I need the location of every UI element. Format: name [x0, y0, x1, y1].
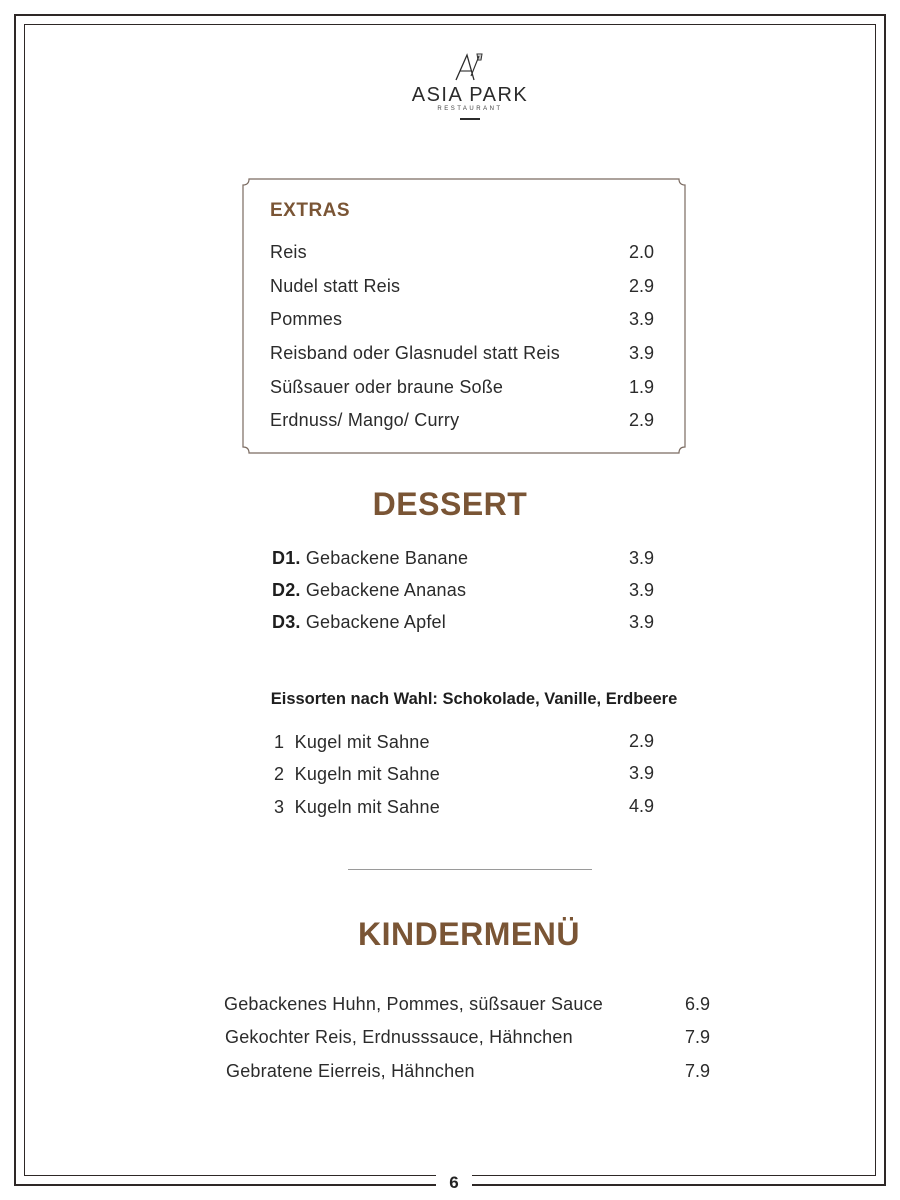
dessert-item-code: D2.	[272, 580, 301, 600]
ice-item-price: 2.9	[629, 731, 655, 751]
extras-item-name: Süßsauer oder braune Soße	[270, 377, 504, 397]
extras-item-name: Reis	[270, 242, 307, 262]
ice-cream-flavors-heading: Eissorten nach Wahl: Schokolade, Vanille, Erdbeere	[270, 690, 678, 708]
logo-subtitle: RESTAURANT	[437, 106, 503, 112]
extras-item-price: 2.9	[629, 276, 655, 296]
page-number-box	[436, 1170, 472, 1196]
extras-item-name: Erdnuss/ Mango/ Curry	[270, 410, 460, 430]
dessert-item-name: Gebackene Ananas	[305, 580, 467, 600]
ice-item-qty: 2	[274, 764, 285, 784]
kids-item-name: Gebackenes Huhn, Pommes, süßsauer Sauce	[224, 994, 603, 1014]
dessert-item-price: 3.9	[629, 612, 655, 632]
extras-item-price: 2.9	[629, 410, 655, 430]
ice-item	[274, 732, 430, 753]
dessert-item-name: Gebackene Banane	[305, 548, 469, 568]
dessert-item	[272, 548, 468, 569]
extras-item-price: 3.9	[629, 309, 655, 329]
ice-item-qty: 3	[274, 797, 285, 817]
dessert-item	[272, 580, 466, 601]
kids-item-price: 6.9	[685, 994, 711, 1014]
dessert-item-price: 3.9	[629, 580, 655, 600]
kids-item-name: Gebratene Eierreis, Hähnchen	[226, 1061, 475, 1081]
kids-item-price: 7.9	[685, 1027, 711, 1047]
section-divider	[348, 869, 592, 870]
ice-item-name: Kugeln mit Sahne	[294, 797, 440, 817]
kids-item-price: 7.9	[685, 1061, 711, 1081]
ice-item	[274, 764, 440, 785]
extras-item-price: 1.9	[629, 377, 655, 397]
extras-item-name: Pommes	[270, 309, 343, 329]
logo-name: ASIA PARK	[411, 84, 529, 106]
dessert-item-price: 3.9	[629, 548, 655, 568]
extras-item-name: Nudel statt Reis	[270, 276, 401, 296]
ice-item-price: 4.9	[629, 796, 655, 816]
page-number: 6	[449, 1173, 459, 1192]
ice-item	[274, 797, 440, 818]
kids-item-name: Gekochter Reis, Erdnusssauce, Hähnchen	[225, 1027, 573, 1047]
extras-item-name: Reisband oder Glasnudel statt Reis	[270, 343, 560, 363]
kids-menu-title: KINDERMENÜ	[358, 916, 580, 952]
dessert-item	[272, 612, 446, 633]
ice-item-name: Kugeln mit Sahne	[294, 764, 440, 784]
dessert-item-code: D1.	[272, 548, 301, 568]
dessert-title: DESSERT	[372, 486, 528, 522]
dessert-item-name: Gebackene Apfel	[305, 612, 446, 632]
logo-underline	[460, 118, 480, 120]
extras-item-price: 2.0	[629, 242, 655, 262]
extras-title: EXTRAS	[270, 200, 351, 221]
ice-item-price: 3.9	[629, 763, 655, 783]
ice-item-name: Kugel mit Sahne	[294, 732, 430, 752]
restaurant-logo	[380, 52, 560, 120]
logo-emblem-icon	[450, 52, 490, 82]
ice-item-qty: 1	[274, 732, 285, 752]
dessert-item-code: D3.	[272, 612, 301, 632]
extras-item-price: 3.9	[629, 343, 655, 363]
